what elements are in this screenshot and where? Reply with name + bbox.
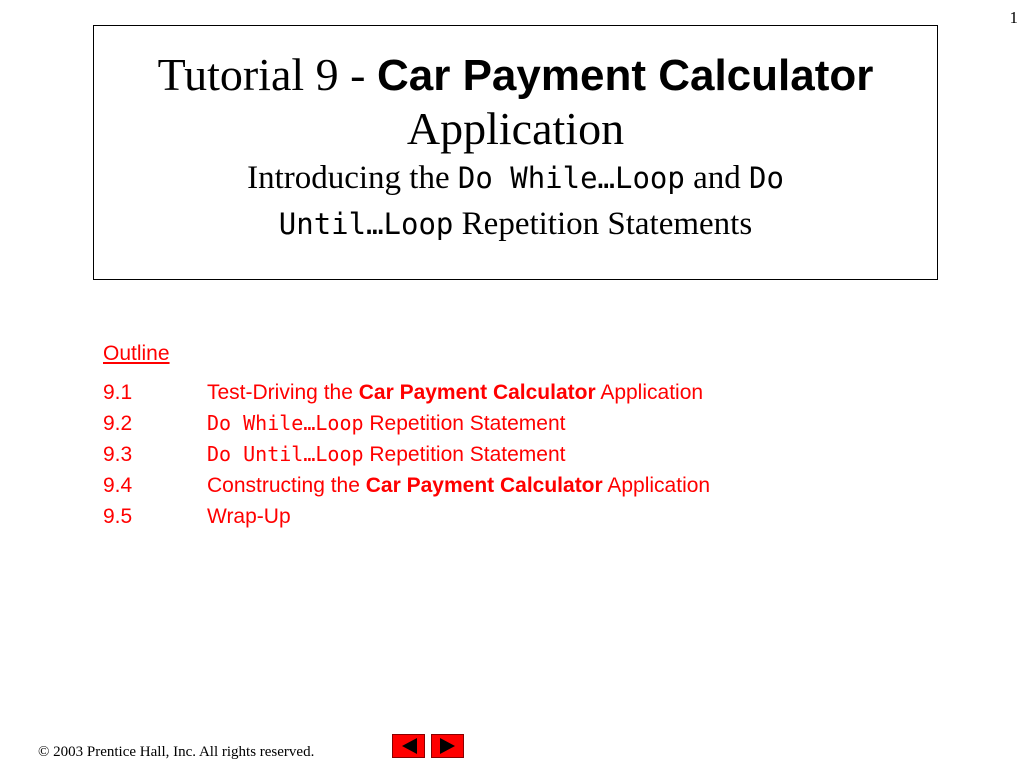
outline-item-code: Do Until…Loop <box>207 442 364 466</box>
outline-item-9-1[interactable] <box>103 377 710 408</box>
subtitle-do-keyword-2: Do <box>749 161 784 195</box>
outline-item-number: 9.4 <box>103 474 133 497</box>
outline-item-bold: Car Payment Calculator <box>358 381 596 404</box>
outline-item-number: 9.1 <box>103 381 133 404</box>
title-line-2: Application <box>406 103 625 154</box>
outline-item-pre: Test-Driving the <box>207 381 359 404</box>
subtitle-do-keyword: Do <box>457 161 493 195</box>
outline-item-text: Wrap-Up <box>207 505 291 528</box>
outline-item-text <box>207 408 566 439</box>
outline-item-9-4[interactable] <box>103 470 710 501</box>
title-app-name: Car Payment Calculator <box>376 51 874 100</box>
outline-item-post: Application <box>595 381 704 404</box>
subtitle-rest: Repetition Statements <box>453 206 753 242</box>
title-line-1 <box>94 48 937 103</box>
outline-item-bold: Car Payment Calculator <box>365 474 603 497</box>
outline-item-number: 9.5 <box>103 505 133 528</box>
outline-item-text <box>207 377 703 408</box>
copyright-footer: © 2003 Prentice Hall, Inc. All rights reserved. <box>38 744 315 760</box>
next-slide-button[interactable] <box>431 734 464 758</box>
subtitle-while-loop: While…Loop <box>492 161 685 195</box>
outline-item-post: Repetition Statement <box>363 412 566 435</box>
left-triangle-icon <box>393 735 424 757</box>
outline-item-number: 9.2 <box>103 412 133 435</box>
outline-heading[interactable]: Outline <box>103 342 170 365</box>
subtitle-intro: Introducing the <box>247 160 458 196</box>
slide-navigation <box>392 734 464 758</box>
subtitle-until-loop: Until…Loop <box>278 207 454 241</box>
title-prefix: Tutorial 9 - <box>157 49 377 100</box>
outline-item-text <box>207 439 566 470</box>
outline-item-9-3[interactable] <box>103 439 710 470</box>
outline <box>103 341 710 532</box>
page-number: 1 <box>1009 8 1018 27</box>
right-triangle-icon <box>432 735 463 757</box>
outline-item-text <box>207 470 710 501</box>
outline-item-code: Do While…Loop <box>207 411 364 435</box>
outline-item-post: Application <box>602 474 711 497</box>
outline-item-9-5[interactable] <box>103 501 710 532</box>
outline-item-pre: Constructing the <box>207 474 366 497</box>
outline-item-number: 9.3 <box>103 443 133 466</box>
subtitle-and: and <box>684 160 749 196</box>
outline-item-9-2[interactable] <box>103 408 710 439</box>
title-box <box>93 25 938 280</box>
outline-item-post: Repetition Statement <box>363 443 566 466</box>
subtitle <box>94 155 937 247</box>
previous-slide-button[interactable] <box>392 734 425 758</box>
